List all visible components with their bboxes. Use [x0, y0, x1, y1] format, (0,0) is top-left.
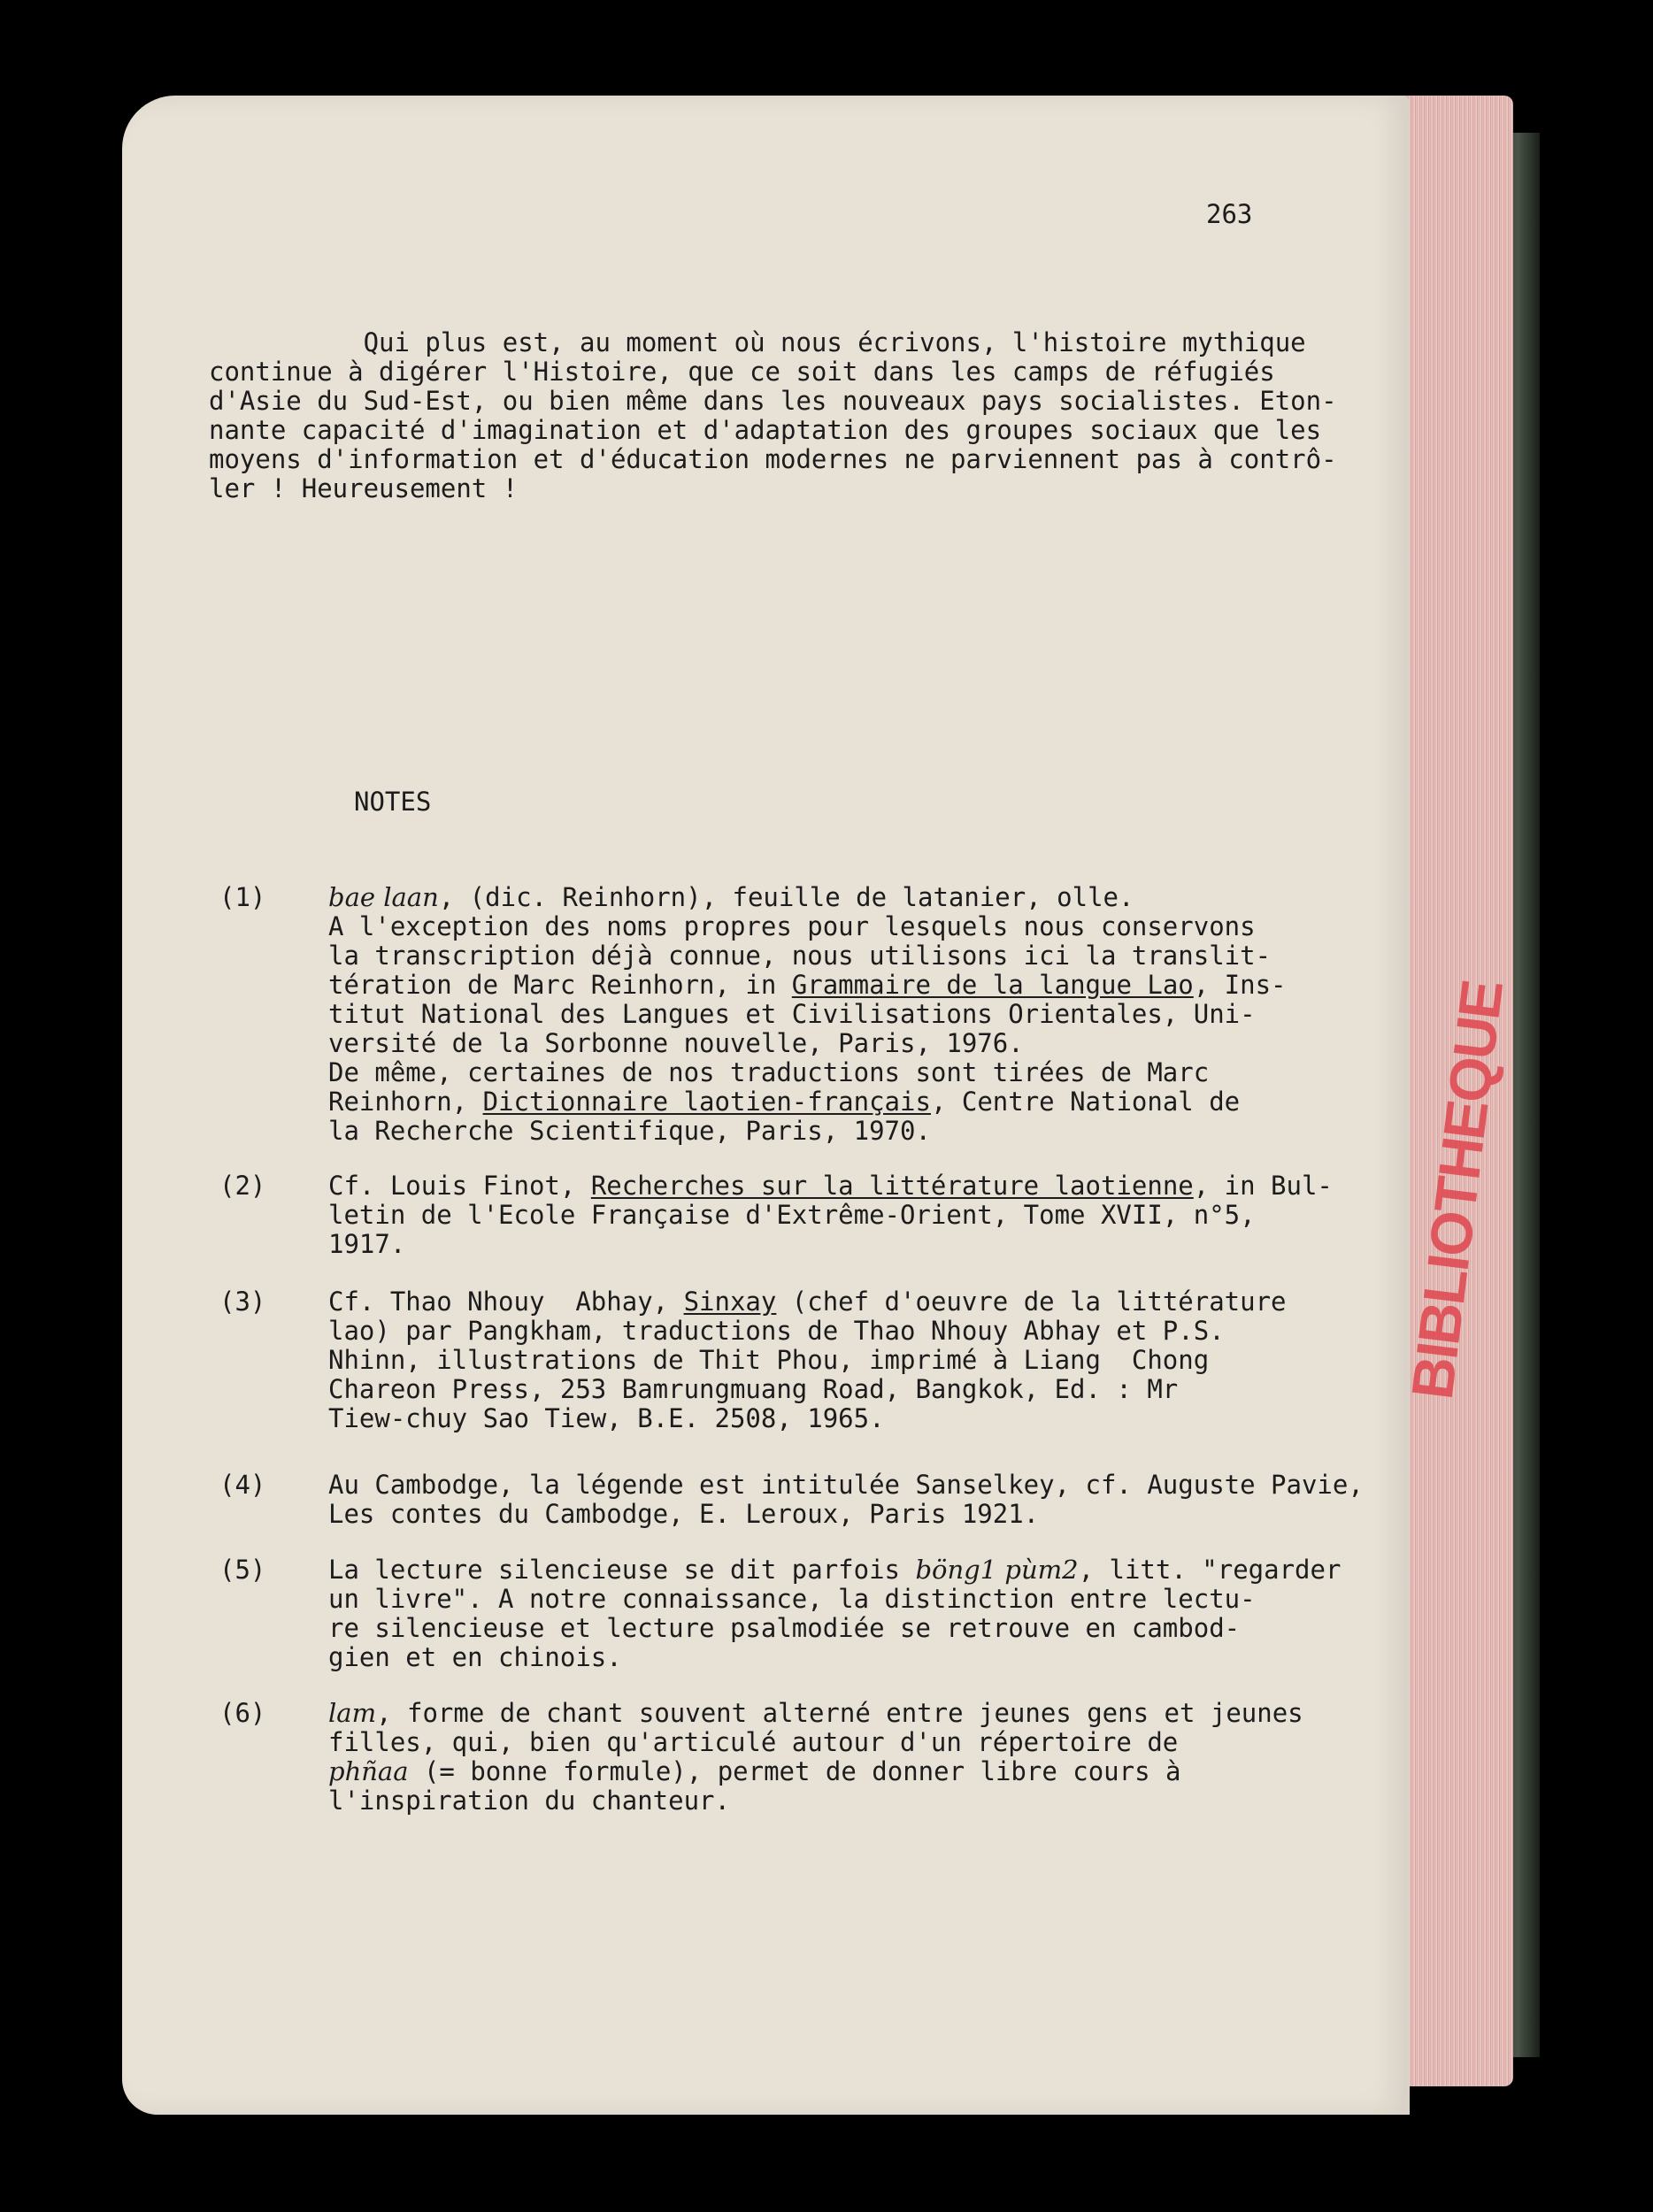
stamp-text: BIBLIOTHEQUE	[1398, 977, 1515, 1403]
note-line: la transcription déjà connue, nous utilisons ici la translit-	[328, 941, 1272, 971]
note-line: Cf. Thao Nhouy Abhay,	[328, 1286, 684, 1317]
lao-term: phñaa	[328, 1756, 409, 1786]
note-number: (5)	[219, 1555, 266, 1585]
note-line: la Recherche Scientifique, Paris, 1970.	[328, 1116, 931, 1146]
note-line: gien et en chinois.	[328, 1642, 622, 1672]
intro-line: Qui plus est, au moment où nous écrivons, l'histoire mythique	[209, 327, 1306, 357]
note-number: (4)	[219, 1470, 266, 1500]
note-body	[328, 1555, 1399, 1672]
book-title: Dictionnaire laotien-français	[482, 1087, 931, 1117]
note-line: A l'exception des noms propres pour lesquels nous conservons	[328, 911, 1256, 941]
note-line: Tiew-chuy Sao Tiew, B.E. 2508, 1965.	[328, 1403, 885, 1433]
book-title: Grammaire de la langue Lao	[791, 970, 1194, 1000]
library-stamp	[1398, 977, 1515, 1403]
note-line: , forme de chant souvent alterné entre jeunes gens et jeunes	[376, 1698, 1303, 1728]
intro-line: continue à digérer l'Histoire, que ce soit dans les camps de réfugiés	[209, 357, 1275, 387]
note-line: letin de l'Ecole Française d'Extrême-Orient, Tome XVII, n°5,	[328, 1200, 1256, 1230]
note-body	[328, 1699, 1399, 1816]
note-line: titut National des Langues et Civilisations Orientales, Uni-	[328, 999, 1256, 1029]
note-line: filles, qui, bien qu'articulé autour d'un répertoire de	[328, 1727, 1179, 1757]
note-body	[328, 883, 1399, 1146]
book-title: Recherches sur la littérature laotienne	[590, 1171, 1194, 1201]
note-line: Au Cambodge, la légende est intitulée Sanselkey, cf. Auguste Pavie,	[328, 1470, 1364, 1500]
note-number: (2)	[219, 1171, 266, 1201]
page-number: 263	[1206, 199, 1253, 229]
note-number: (3)	[219, 1286, 266, 1317]
note-line: Reinhorn,	[328, 1087, 483, 1117]
intro-line: d'Asie du Sud-Est, ou bien même dans les nouveaux pays socialistes. Eton-	[209, 386, 1337, 416]
intro-line: nante capacité d'imagination et d'adaptation des groupes sociaux que les	[209, 415, 1322, 445]
note-line: tération de Marc Reinhorn, in	[328, 970, 792, 1000]
note-term: bae laan	[328, 882, 439, 912]
note-line: , litt. "regarder	[1078, 1555, 1342, 1585]
note-line: (chef d'oeuvre de la littérature	[776, 1286, 1287, 1317]
note-line: versité de la Sorbonne nouvelle, Paris, 1976.	[328, 1028, 1024, 1058]
book-page	[122, 96, 1410, 2115]
note-line: un livre". A notre connaissance, la distinction entre lectu-	[328, 1584, 1256, 1614]
note-line: Chareon Press, 253 Bamrungmuang Road, Bangkok, Ed. : Mr	[328, 1374, 1179, 1404]
note-line: lao) par Pangkham, traductions de Thao Nhouy Abhay et P.S.	[328, 1316, 1225, 1346]
intro-paragraph	[209, 328, 1399, 503]
note-line: Nhinn, illustrations de Thit Phou, imprimé à Liang Chong	[328, 1345, 1210, 1375]
note-line: Cf. Louis Finot,	[328, 1171, 591, 1201]
note-line: l'inspiration du chanteur.	[328, 1786, 730, 1816]
note-line: 1917.	[328, 1229, 406, 1259]
book-title: Sinxay	[683, 1286, 777, 1317]
note-line: , Ins-	[1193, 970, 1287, 1000]
note-body	[328, 1171, 1399, 1259]
note-body	[328, 1471, 1399, 1529]
note-line: , (dic. Reinhorn), feuille de latanier, olle.	[438, 882, 1134, 912]
note-body	[328, 1287, 1399, 1433]
intro-line: moyens d'information et d'éducation modernes ne parviennent pas à contrô-	[209, 444, 1337, 474]
note-number: (1)	[219, 882, 266, 912]
note-line: (= bonne formule), permet de donner libre cours à	[408, 1756, 1181, 1786]
note-line: Les contes du Cambodge, E. Leroux, Paris 1921.	[328, 1499, 1040, 1529]
note-line: re silencieuse et lecture psalmodiée se retrouve en cambod-	[328, 1613, 1241, 1643]
note-line: , in Bul-	[1193, 1171, 1333, 1201]
note-line: , Centre National de	[930, 1087, 1241, 1117]
note-line: La lecture silencieuse se dit parfois	[328, 1555, 916, 1585]
lao-term: böng1 pùm2	[915, 1555, 1079, 1585]
note-number: (6)	[219, 1698, 266, 1728]
note-line: De même, certaines de nos traductions sont tirées de Marc	[328, 1057, 1210, 1087]
intro-line: ler ! Heureusement !	[209, 473, 519, 503]
notes-heading: NOTES	[354, 787, 432, 817]
lao-term: lam	[328, 1698, 377, 1728]
